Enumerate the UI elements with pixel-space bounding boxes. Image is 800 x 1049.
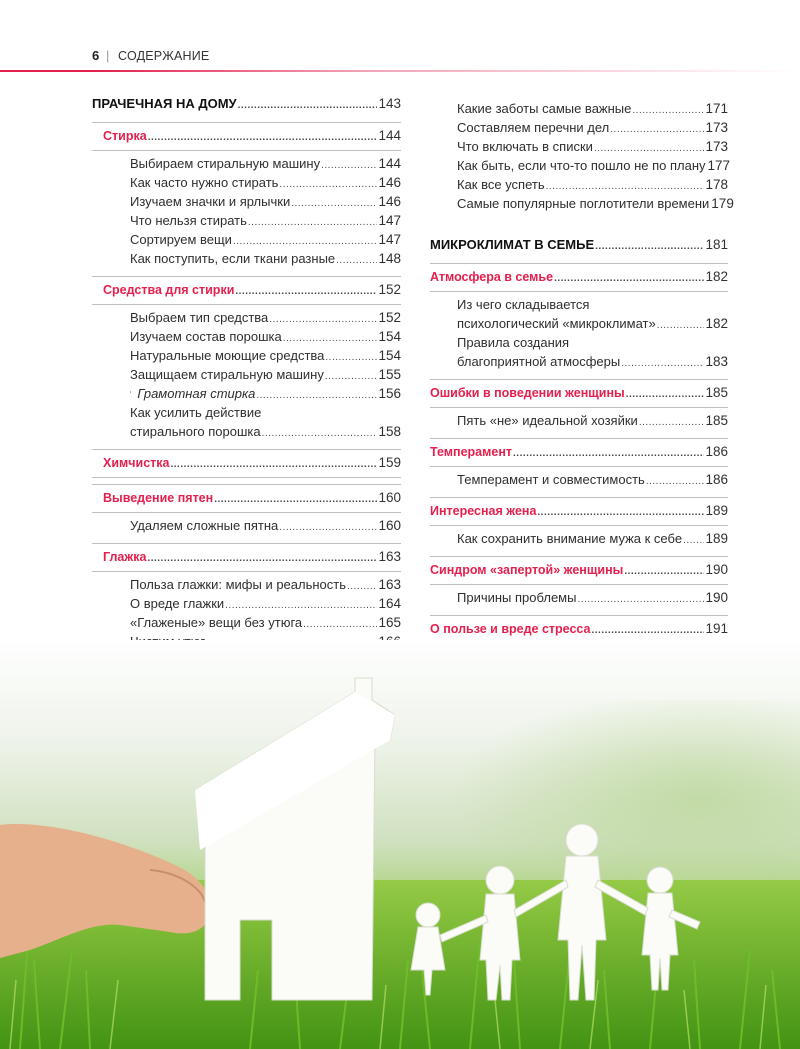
toc-part[interactable]: ПРАЧЕЧНАЯ НА ДОМУ ..... 143 [92, 96, 401, 116]
header-title: СОДЕРЖАНИЕ [118, 49, 210, 63]
toc-item[interactable]: Пять «не» идеальной хозяйки ..... 185 [430, 413, 728, 432]
toc-item[interactable]: Выбраем тип средства ..... 152 [92, 310, 401, 329]
toc-section-block [430, 556, 728, 609]
toc-item[interactable]: Как часто нужно стирать ..... 146 [92, 175, 401, 194]
toc-item[interactable]: Изучаем значки и ярлычки ..... 146 [92, 194, 401, 213]
toc-section[interactable]: Средства для стирки ..... 152 [92, 282, 401, 305]
page-number: 6 [92, 48, 100, 63]
toc-section-block [92, 484, 401, 537]
grass-house-illustration [0, 640, 800, 1049]
grass-house-photo [0, 640, 800, 1049]
toc-item-special[interactable]: Грамотная стирка ..... 156 [92, 386, 401, 405]
toc-item-line[interactable]: Как усилить действие [130, 405, 262, 420]
toc-section[interactable]: Интересная жена ..... 189 [430, 503, 728, 526]
toc-item[interactable]: Как поступить, если ткани разные ..... 148 [92, 251, 401, 270]
toc-section-block [92, 122, 401, 270]
toc-item[interactable]: Темперамент и совместимость ..... 186 [430, 472, 728, 491]
toc-item[interactable]: Причины проблемы ..... 190 [430, 590, 728, 609]
header-rule [0, 70, 800, 72]
toc-section[interactable]: О пользе и вреде стресса ..... 191 [430, 621, 728, 644]
toc-section[interactable]: Темперамент ..... 186 [430, 444, 728, 467]
toc-item[interactable]: Как все успеть ..... 178 [430, 177, 728, 196]
toc-item[interactable]: Что нельзя стирать ..... 147 [92, 213, 401, 232]
toc-section[interactable]: Выведение пятен ..... 160 [92, 490, 401, 513]
page-header [0, 44, 800, 72]
toc-item-line[interactable]: Правила создания [457, 335, 570, 350]
toc-section[interactable]: Стирка ..... 144 [92, 128, 401, 151]
toc-section-block [92, 449, 401, 478]
toc-item[interactable]: стирального порошка ..... 158 [92, 424, 401, 443]
toc-section-block [430, 379, 728, 432]
toc-item[interactable]: Натуральные моющие средства ..... 154 [92, 348, 401, 367]
toc-item[interactable]: Составляем перечни дел ..... 173 [430, 120, 728, 139]
toc-section-block [92, 543, 401, 653]
header-separator: | [106, 48, 110, 63]
toc-item[interactable]: Какие заботы самые важные ..... 171 [430, 101, 728, 120]
toc-section[interactable]: Глажка ..... 163 [92, 549, 401, 572]
toc-section[interactable]: Ошибки в поведении женщины ..... 185 [430, 385, 728, 408]
toc-item-line[interactable]: Из чего складывается [457, 297, 590, 312]
toc-item[interactable]: Изучаем состав порошка ..... 154 [92, 329, 401, 348]
toc-section-block [92, 276, 401, 443]
toc-part[interactable]: МИКРОКЛИМАТ В СЕМЬЕ ..... 181 [430, 237, 728, 257]
toc-item[interactable]: Как быть, если что-то пошло не по плану 177 [457, 158, 731, 173]
toc-section-block [430, 263, 728, 373]
toc-section[interactable]: Химчистка ..... 159 [92, 455, 401, 478]
toc-item[interactable]: Защищаем стиральную машину ..... 155 [92, 367, 401, 386]
toc-item[interactable]: «Глаженые» вещи без утюга ..... 165 [92, 615, 401, 634]
toc-item[interactable]: Удаляем сложные пятна ..... 160 [92, 518, 401, 537]
toc-item[interactable]: О вреде глажки ..... 164 [92, 596, 401, 615]
toc-section[interactable]: Атмосфера в семье ..... 182 [430, 269, 728, 292]
toc-item[interactable]: Самые популярные поглотители времени 179 [457, 196, 734, 211]
toc-item[interactable]: Выбираем стиральную машину ..... 144 [92, 156, 401, 175]
toc-section[interactable]: Синдром «запертой» женщины ..... 190 [430, 562, 728, 585]
toc-item[interactable]: благоприятной атмосферы ..... 183 [430, 354, 728, 373]
toc-item[interactable]: психологический «микроклимат» ..... 182 [430, 316, 728, 335]
toc-item[interactable]: Польза глажки: мифы и реальность ..... 163 [92, 577, 401, 596]
toc-section-block [430, 497, 728, 550]
toc-item[interactable]: Что включать в списки ..... 173 [430, 139, 728, 158]
toc-section-block [430, 438, 728, 491]
toc-item[interactable]: Как сохранить внимание мужа к себе ..... 189 [430, 531, 728, 550]
toc-item[interactable]: Сортируем вещи ..... 147 [92, 232, 401, 251]
house-icon [130, 386, 131, 398]
